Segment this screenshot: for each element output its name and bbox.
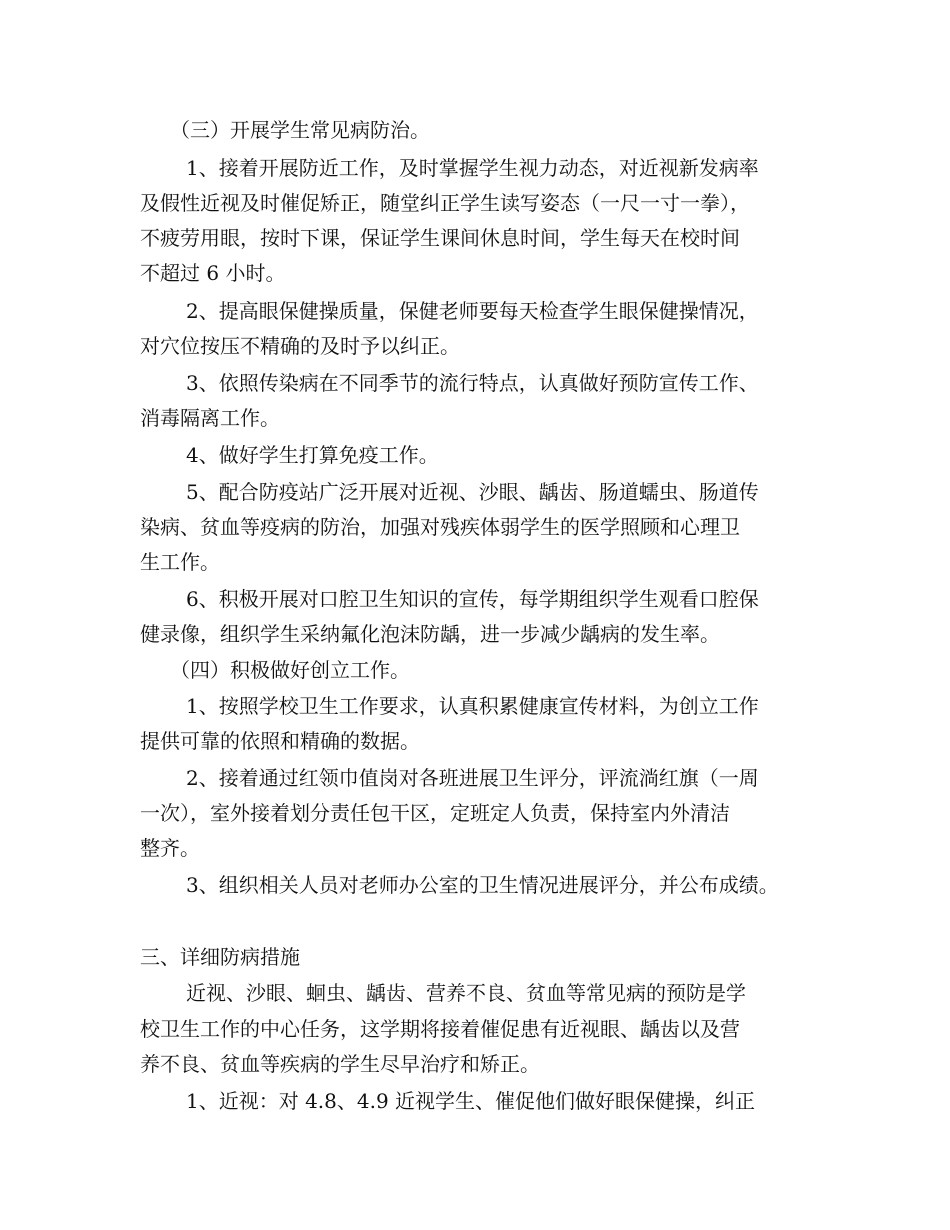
paragraph-line: 1、近视：对 4.8、4.9 近视学生、催促他们做好眼保健操，纠正: [186, 1089, 756, 1113]
heading-section-3: （三）开展学生常见病防治。: [170, 118, 430, 142]
heading-section-4: （四）积极做好创立工作。: [170, 658, 410, 682]
paragraph-line: 1、按照学校卫生工作要求，认真积累健康宣传材料，为创立工作: [186, 694, 759, 718]
paragraph-line: 3、组织相关人员对老师办公室的卫生情况进展评分，并公布成绩。: [186, 873, 779, 897]
paragraph-line: 2、提高眼保健操质量，保健老师要每天检查学生眼保健操情况，: [186, 299, 759, 323]
paragraph-line: 5、配合防疫站广泛开展对近视、沙眼、龋齿、肠道蠕虫、肠道传: [186, 480, 759, 504]
paragraph-line: 4、做好学生打算免疫工作。: [186, 443, 439, 467]
paragraph-line: 养不良、贫血等疾病的学生尽早治疗和矫正。: [140, 1052, 540, 1076]
paragraph-line: 1、接着开展防近工作，及时掌握学生视力动态，对近视新发病率: [186, 156, 759, 180]
paragraph-line: 及假性近视及时催促矫正，随堂纠正学生读写姿态（一尺一寸一拳），: [140, 191, 750, 215]
paragraph-line: 一次），室外接着划分责任包干区，定班定人负责，保持室内外清洁: [140, 801, 730, 825]
paragraph-line: 不超过 6 小时。: [140, 261, 286, 285]
paragraph-line: 生工作。: [140, 550, 220, 574]
paragraph-line: 校卫生工作的中心任务，这学期将接着催促患有近视眼、龋齿以及营: [140, 1017, 740, 1041]
paragraph-line: 对穴位按压不精确的及时予以纠正。: [140, 334, 460, 358]
paragraph-line: 整齐。: [140, 836, 200, 860]
paragraph-line: 不疲劳用眼，按时下课，保证学生课间休息时间，学生每天在校时间: [140, 226, 740, 250]
paragraph-line: 染病、贫血等疫病的防治，加强对残疾体弱学生的医学照顾和心理卫: [140, 515, 740, 539]
paragraph-line: 健录像，组织学生采纳氟化泡沫防龋，进一步减少龋病的发生率。: [140, 622, 720, 646]
paragraph-line: 消毒隔离工作。: [140, 406, 280, 430]
paragraph-line: 近视、沙眼、蛔虫、龋齿、营养不良、贫血等常见病的预防是学: [186, 981, 746, 1005]
paragraph-line: 6、积极开展对口腔卫生知识的宣传，每学期组织学生观看口腔保: [186, 587, 759, 611]
paragraph-line: 2、接着通过红领巾值岗对各班进展卫生评分，评流淌红旗（一周: [186, 766, 759, 790]
heading-measures: 三、详细防病措施: [140, 945, 300, 969]
paragraph-line: 提供可靠的依照和精确的数据。: [140, 729, 420, 753]
paragraph-line: 3、依照传染病在不同季节的流行特点，认真做好预防宣传工作、: [186, 371, 759, 395]
